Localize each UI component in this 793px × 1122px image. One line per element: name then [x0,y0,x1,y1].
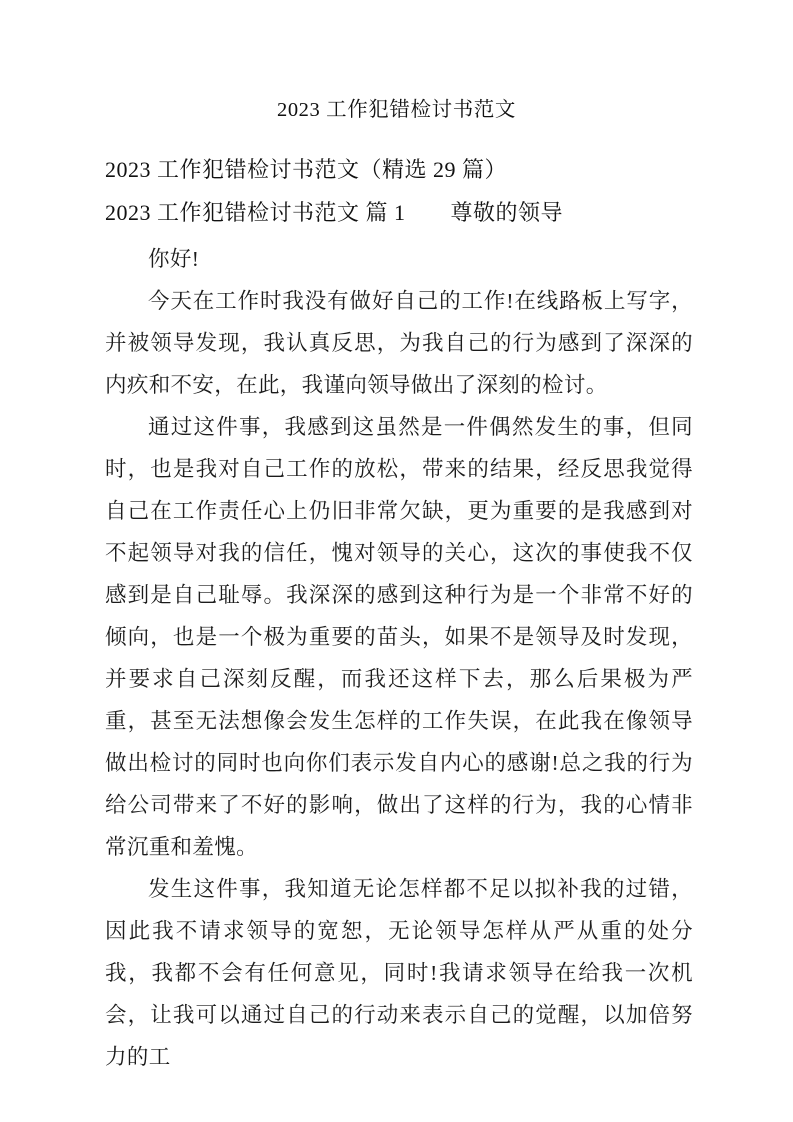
page-title: 2023 工作犯错检讨书范文 [276,99,517,121]
paragraph-request: 发生这件事，我知道无论怎样都不足以拟补我的过错，因此我不请求领导的宽恕，无论领导怎样从严从重的处分我，我都不会有任何意见，同时!我请求领导在给我一次机会，让我可以通过自己的行动来表示自己的觉醒，以加倍努力的工 [105,877,693,1069]
paragraph-incident: 今天在工作时我没有做好自己的工作!在线路板上写字，并被领导发现，我认真反思，为我自己的行为感到了深深的内疚和不安，在此，我谨向领导做出了深刻的检讨。 [105,289,693,397]
body-text [105,238,693,1078]
heading-collection: 2023 工作犯错检讨书范文（精选 29 篇） [105,157,508,182]
paragraph-reflection: 通过这件事，我感到这虽然是一件偶然发生的事，但同时，也是我对自己工作的放松，带来的结果，经反思我觉得自己在工作责任心上仍旧非常欠缺，更为重要的是我感到对不起领导对我的信任，愧对领导的关心，这次的事使我不仅感到是自己耻辱。我深深的感到这种行为是一个非常不好的倾向，也是一个极为重要的苗头，如果不是领导及时发现，并要求自己深刻反醒，而我还这样下去，那么后果极为严重，甚至无法想像会发生怎样的工作失误，在此我在像领导做出检讨的同时也向你们表示发自内心的感谢!总之我的行为给公司带来了不好的影响，做出了这样的行为，我的心情非常沉重和羞愧。 [105,415,693,859]
heading-article: 2023 工作犯错检讨书范文 篇 1 尊敬的领导 [105,200,564,225]
paragraph-greeting: 你好! [148,247,200,271]
